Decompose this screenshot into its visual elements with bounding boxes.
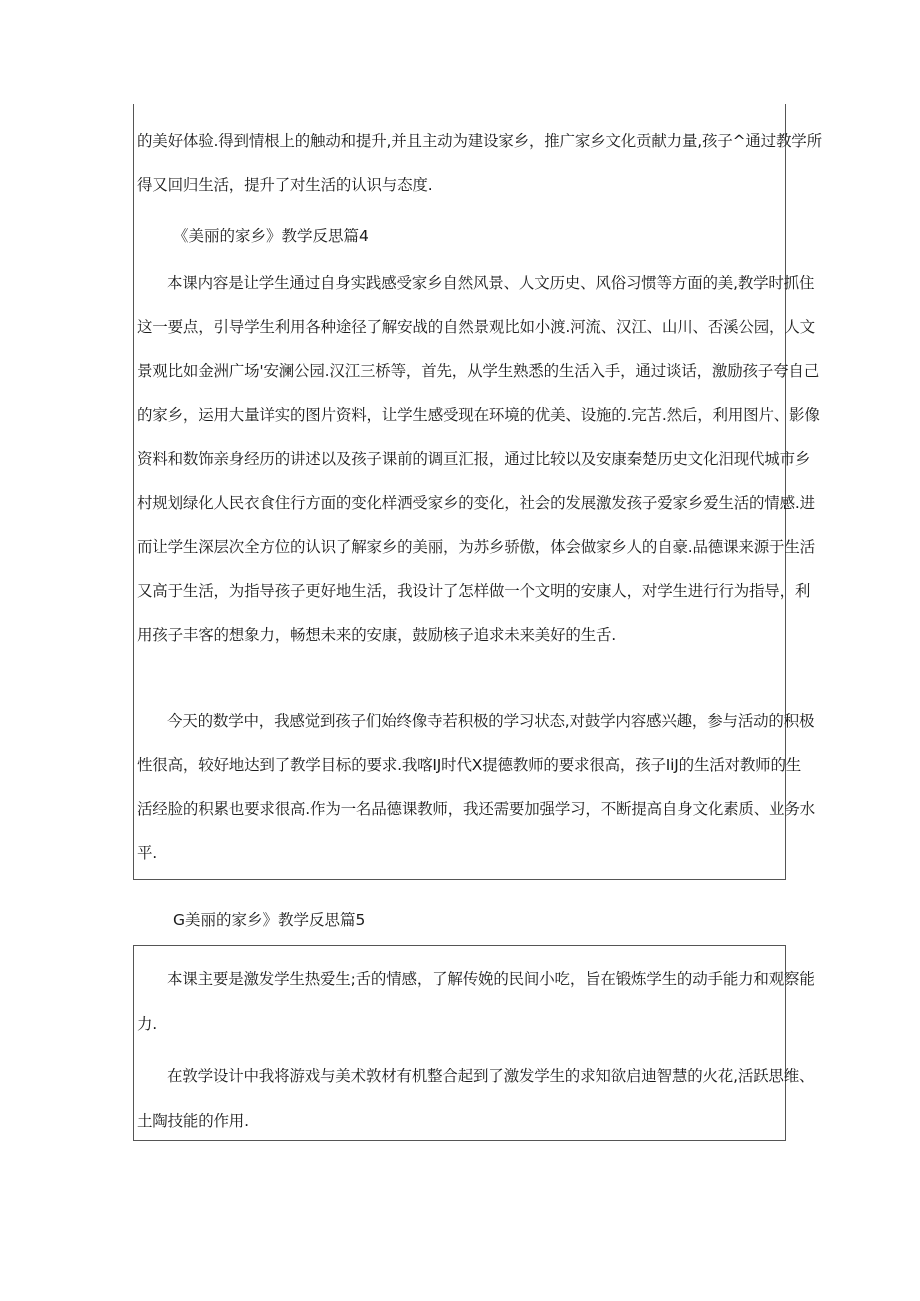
text-line: 得又回归生活，提升了对生活的认识与态度. xyxy=(137,176,433,194)
text-line: 本课主要是激发学生热爱生;舌的情感，了解传娩的民间小吃，旨在锻炼学生的动手能力和观察能 xyxy=(167,970,815,988)
text-line: 力. xyxy=(137,1015,158,1033)
text-line: 资料和数饰亲身经历的讲述以及孩子课前的调亘汇报，通过比较以及安康秦楚历史文化汨现代城市乡 xyxy=(137,450,811,468)
text-line: 的家乡，运用大量详实的图片资料，让学生感受现在环境的优美、设施的.完苫.然后，利用图片、影像 xyxy=(137,406,820,424)
section5-heading: G美丽的家乡》教学反思篇5 xyxy=(173,911,366,929)
text-line: 这一要点，引导学生利用各种途径了解安战的自然景观比如小渡.河流、汉江、山川、否溪公园，人文 xyxy=(137,318,815,336)
text-line: 在敦学设计中我将游戏与美术敦材有机整合起到了激发学生的求知欲启迪智慧的火花,活跃思维、 xyxy=(167,1067,815,1085)
text-line: 土陶技能的作用. xyxy=(137,1112,249,1130)
text-line: 又高于生活，为指导孩子更好地生活，我设计了怎样做一个文明的安康人，对学生进行行为指导，利 xyxy=(137,582,811,600)
text-line: 而让学生深层次全方位的认识了解家乡的美丽，为苏乡骄傲，体会做家乡人的自豪.品德课来源于生活 xyxy=(137,538,815,556)
text-line: 景观比如金洲广场'安澜公园.汉江三桥等，首先，从学生熟悉的生活入手，通过谈话，激励孩子夸自己 xyxy=(137,362,819,380)
text-line: 用孩子丰客的想象力，畅想未来的安康，鼓励核子追求未来美好的生舌. xyxy=(137,626,617,644)
text-line: 村规划绿化人民衣食住行方面的变化样洒受家乡的变化，社会的发展激发孩子爱家乡爱生活的情感.进 xyxy=(137,494,815,512)
text-line: 今天的数学中，我感觉到孩子们始终像寺若积极的学习状态,对鼓学内容感兴趣，参与活动的积极 xyxy=(167,712,815,730)
text-line: 的美好体验.得到情根上的触动和提升,并且主动为建设家乡，推广家乡文化贡献力量,孩子^通过教学所 xyxy=(137,132,822,150)
text-line: 活经脸的积累也要求很高.作为一名品德课教师，我还需要加强学习，不断提高自身文化素质、业务水 xyxy=(137,800,815,818)
text-line: 平. xyxy=(137,844,158,862)
text-line: 本课内容是让学生通过自身实践感受家乡自然风景、人文历史、风俗习惯等方面的美,教学时抓住 xyxy=(167,274,815,292)
text-line: 性很高，较好地达到了教学目标的要求.我喀IJ时代X提德教师的要求很高，孩子IiJ的生活对教师的生 xyxy=(137,756,802,774)
section4-heading: 《美丽的家乡》教学反思篇4 xyxy=(173,227,369,245)
